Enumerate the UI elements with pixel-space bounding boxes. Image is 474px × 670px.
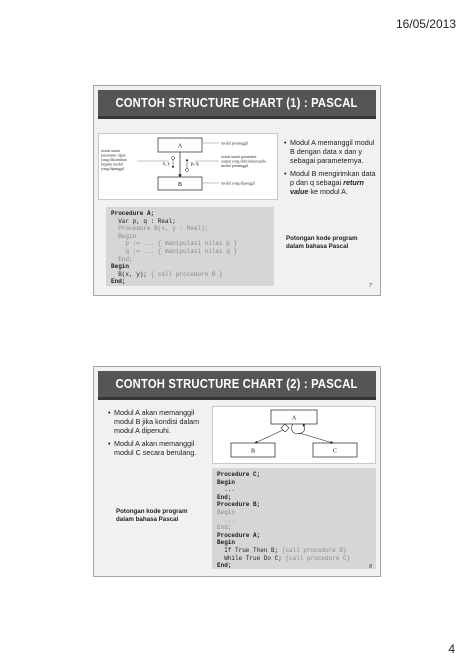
slide-title-bar (98, 371, 376, 400)
code-line: p := ... { manipulasi nilai p } (111, 240, 238, 248)
code-statement: While True Do C; (217, 554, 286, 562)
module-b-label: B (250, 448, 256, 455)
code-comment: {call procedure B} (281, 546, 347, 554)
code-line: Var p, q : Real; (111, 217, 176, 225)
slide-number: 7 (368, 283, 372, 289)
input-note: notasi untuk parameter input yang dikirimkan kepada modul yang dipanggil (101, 149, 127, 171)
code-line: Procedure B(x, y : Real); (111, 225, 209, 233)
code-caption: Potongan kode program dalam bahasa Pascal (286, 235, 358, 250)
code-line: Begin (217, 508, 236, 516)
code-line (217, 555, 371, 563)
slide-8 (93, 366, 381, 577)
code-line (217, 547, 371, 555)
module-b-label: B (177, 182, 183, 188)
code-statement: If True Then B; (217, 546, 282, 554)
code-line (111, 271, 269, 279)
condition-diamond-icon (281, 424, 289, 432)
code-line: Begin (111, 263, 130, 271)
module-c-label: C (332, 448, 338, 455)
structure-chart-svg (213, 407, 375, 463)
loop-icon (291, 424, 304, 434)
module-a-label: A (291, 415, 297, 422)
slide-number: 8 (368, 564, 372, 570)
repeated-call-arrow (299, 433, 333, 443)
code-line: End; (111, 255, 133, 263)
code-line: Begin (217, 539, 236, 547)
output-couple-icon (186, 169, 189, 172)
code-line: Procedure B; (217, 501, 261, 509)
code-line: q := ... { manipulasi nilai q } (111, 247, 238, 255)
code-line: End; (217, 524, 232, 532)
module-a-label: A (177, 143, 183, 150)
slide-8-bullets (108, 408, 204, 461)
conditional-call-arrow (255, 430, 283, 443)
bullet-item: • Modul A akan memanggil modul C secara berulang. (108, 439, 204, 457)
code-line: ... (217, 516, 236, 524)
code-line: Begin (111, 232, 137, 240)
called-note: modul yang dipanggil (221, 181, 256, 186)
output-params-label: p, q (191, 162, 199, 167)
bullet-item: • Modul A akan memanggil modul B jika kondisi dalam modul A dipenuhi. (108, 408, 204, 435)
structure-chart-diagram (98, 133, 278, 200)
code-statement: B(x, y); (111, 270, 151, 278)
slide-7 (93, 85, 381, 296)
code-comment: {call procedure C} (285, 554, 351, 562)
bullet-item: • Modul B mengirimkan data p dan q sebagai return value ke modul A. (284, 169, 378, 196)
code-line: Begin (217, 478, 236, 486)
code-line: ... (217, 486, 236, 494)
output-note: notasi untuk parameter output yang dikirimkan pada modul pemanggil (221, 155, 266, 168)
pascal-code-block (106, 207, 274, 286)
code-line: End; (111, 278, 126, 286)
structure-chart-diagram (212, 406, 376, 464)
code-line: End; (217, 493, 232, 501)
slide-7-bullets (284, 138, 378, 200)
slide-title: CONTOH STRUCTURE CHART (1) : PASCAL (115, 96, 359, 110)
slide-title: CONTOH STRUCTURE CHART (2) : PASCAL (115, 377, 359, 391)
structure-chart-svg (99, 134, 277, 199)
page-number: 4 (448, 642, 455, 656)
input-params-label: x, y (162, 162, 170, 167)
code-line: End; (217, 562, 232, 570)
pascal-code-block (212, 468, 376, 569)
bullet-item: • Modul A memanggil modul B dengan data x dan y sebagai parameternya. (284, 138, 378, 165)
page-date: 16/05/2013 (395, 17, 456, 31)
slide-title-bar (98, 90, 376, 119)
code-line: Procedure A; (111, 210, 155, 217)
code-comment: { call procedure B } (150, 270, 223, 278)
code-line: Procedure A; (217, 531, 261, 539)
input-couple-icon (172, 157, 175, 160)
code-caption: Potongan kode program dalam bahasa Pascal (116, 508, 188, 523)
caller-note: modul pemanggil (221, 141, 249, 146)
code-line: Procedure C; (217, 471, 261, 478)
